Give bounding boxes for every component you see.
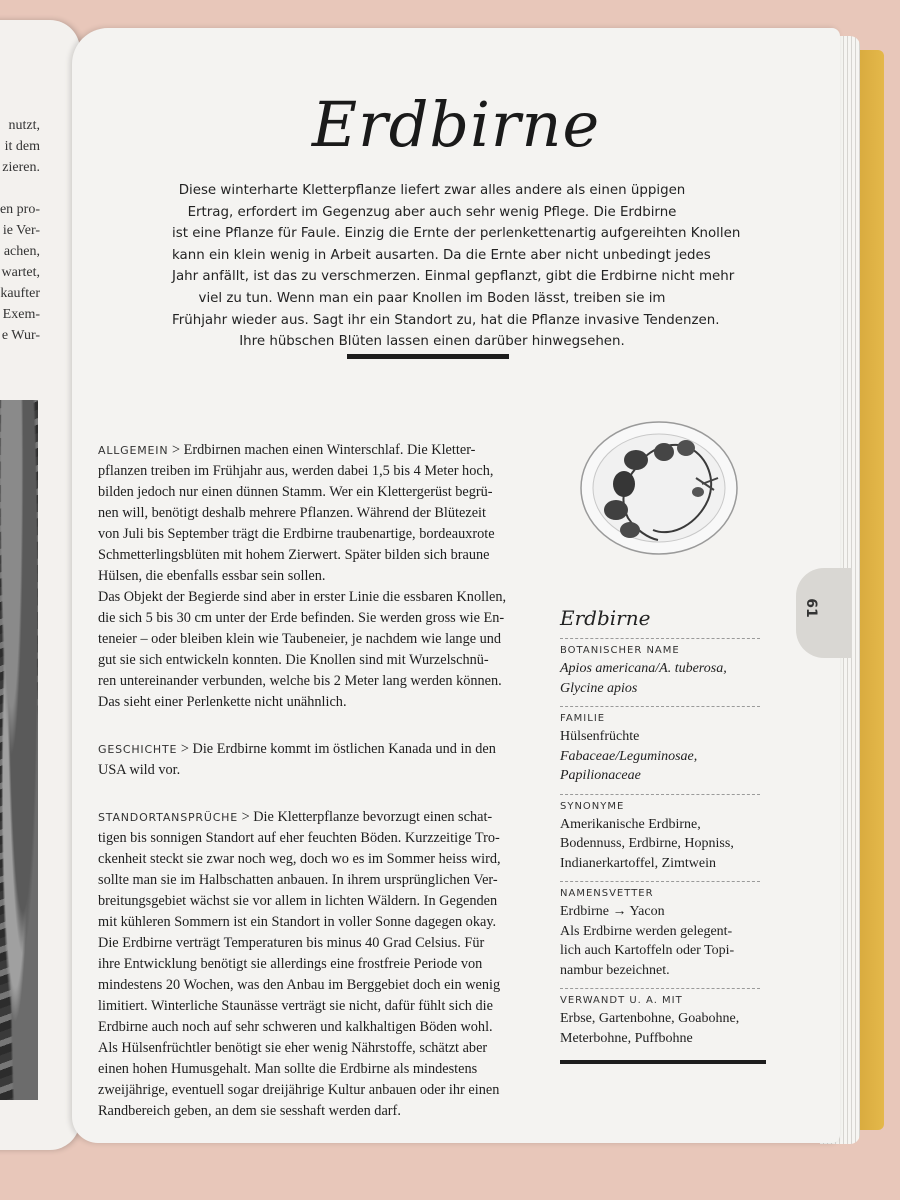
body-line: Als Hülsenfrüchtler benötigt sie eher wenig Nährstoffe, schätzt aber	[98, 1040, 488, 1056]
body-line: Erdbirne auch noch auf sehr schweren und kalkhaltigen Böden wohl.	[98, 1019, 493, 1035]
intro-line: Ihre hübschen Blüten lassen einen darüber hinwegsehen.	[239, 334, 625, 350]
sidebar-value: Meterbohne, Puffbohne	[560, 1030, 693, 1046]
intro-line: Ertrag, erfordert im Gegenzug aber auch sehr wenig Pflege. Die Erdbirne	[187, 204, 677, 220]
body-column	[98, 440, 538, 1134]
sidebar-label: SYNONYME	[560, 800, 625, 812]
sidebar-value: lich auch Kartoffeln oder Topi-	[560, 943, 735, 958]
body-line: Das sieht einer Perlenkette nicht unähnlich.	[98, 694, 347, 710]
left-line: achen,	[3, 244, 40, 259]
left-page-photo	[0, 400, 38, 1100]
sidebar-value: Amerikanische Erdbirne,	[560, 816, 701, 832]
left-page-text	[0, 115, 40, 346]
body-line: die sich 5 bis 30 cm unter der Erde befinden. Sie werden gross wie En-	[98, 610, 505, 626]
body-line: Randbereich geben, an dem sie sesshaft werden darf.	[98, 1103, 401, 1119]
body-line: zweijährige, eventuell sogar dreijährige Kultur anbauen oder ihr einen	[98, 1082, 500, 1098]
left-line: it dem	[4, 139, 40, 154]
section-allgemein	[98, 440, 538, 713]
page-number: 61	[803, 598, 819, 618]
body-line: mindestens 20 Wochen, was den Anbau im Berggebiet doch ein wenig	[98, 977, 501, 993]
sidebar-value: nambur bezeichnet.	[560, 962, 670, 978]
left-line: Exem-	[2, 307, 40, 322]
sidebar-familie	[560, 707, 760, 795]
section-heading: GESCHICHTE	[98, 743, 178, 756]
right-page	[72, 28, 840, 1143]
body-line: USA wild vor.	[98, 762, 181, 778]
sidebar-value: Fabaceae/Leguminosae,	[560, 748, 698, 764]
sidebar-synonyme	[560, 795, 760, 883]
body-line: Hülsen, die ebenfalls essbar sein sollen.	[98, 568, 326, 584]
left-line: zieren.	[2, 160, 40, 175]
body-line: limitiert. Winterliche Staunässe verträgt sie nicht, dafür fühlt sich die	[98, 998, 493, 1014]
body-line: Das Objekt der Begierde sind aber in erster Linie die essbaren Knollen,	[98, 589, 507, 605]
section-heading: ALLGEMEIN	[98, 444, 169, 457]
section-standort	[98, 807, 538, 1122]
body-line: GESCHICHTE > Die Erdbirne kommt im östlichen Kanada und in den	[98, 741, 496, 757]
section-geschichte	[98, 739, 538, 781]
tuber-plate-illustration	[578, 418, 740, 558]
sidebar-value: Glycine apios	[560, 680, 638, 696]
sidebar-value: Hülsenfrüchte	[560, 729, 640, 744]
sidebar-value: Bodennuss, Erdbirne, Hopniss,	[560, 836, 734, 851]
body-line: ckenheit steckt sie zwar noch weg, doch wo es im Sommer heiss wird,	[98, 851, 501, 867]
sidebar-label: FAMILIE	[560, 713, 606, 724]
body-line: sollte man sie im Halbschatten anbauen. In ihrem ursprünglichen Ver-	[98, 872, 498, 888]
body-line: Die Erdbirne verträgt Temperaturen bis minus 40 Grad Celsius. Für	[98, 935, 485, 951]
page-title: Erdbirne	[311, 88, 601, 161]
left-line: kaufter	[0, 286, 40, 301]
intro-line: Diese winterharte Kletterpflanze liefert zwar alles andere als einen üppigen	[178, 183, 686, 198]
intro-line: Jahr anfällt, ist das zu verschmerzen. Einmal gepflanzt, gibt die Erdbirne nicht mehr	[172, 269, 735, 285]
left-line: en pro-	[0, 202, 40, 217]
sidebar-value: Indianerkartoffel, Zimtwein	[560, 855, 717, 871]
intro-paragraph	[172, 180, 741, 353]
sidebar-bottom-rule	[560, 1060, 766, 1064]
left-line: wartet,	[1, 265, 40, 280]
sidebar-label: NAMENSVETTER	[560, 888, 654, 899]
intro-line: kann ein klein wenig in Arbeit ausarten. Da die Ernte aber nicht unbedingt jedes	[172, 247, 711, 263]
intro-line: viel zu tun. Wenn man ein paar Knollen im Boden lässt, treiben sie im	[198, 290, 666, 306]
body-line: ALLGEMEIN > Erdbirnen machen einen Winterschlaf. Die Kletter-	[98, 442, 476, 458]
sidebar-value: Erdbirne → Yacon	[560, 904, 665, 919]
left-line: nutzt,	[8, 118, 40, 133]
body-line: Schmetterlingsblüten mit hohem Zierwert. Später bilden sich braune	[98, 547, 490, 563]
body-text: Die Kletterpflanze bevorzugt einen schat-	[253, 809, 493, 825]
body-line: pflanzen treiben im Frühjahr aus, werden dabei 1,5 bis 4 Meter hoch,	[98, 463, 494, 479]
sidebar-label: VERWANDT U. A. MIT	[560, 995, 683, 1006]
body-line: breitungsgebiet wächst sie vor allem in lichten Wäldern. In Gegenden	[98, 893, 498, 909]
left-line: e Wur-	[1, 328, 40, 343]
body-line: mit kühleren Sommern ist ein Standort in voller Sonne dagegen okay.	[98, 914, 497, 930]
sidebar-value: Apios americana/A. tuberosa,	[560, 661, 727, 676]
sidebar-value: Als Erdbirne werden gelegent-	[560, 923, 733, 939]
body-line: tigen bis sonnigen Standort auf eher feuchten Böden. Kurzzeitige Tro-	[98, 830, 500, 846]
sidebar-namensvetter	[560, 882, 760, 989]
sidebar-botanischer-name	[560, 639, 760, 707]
body-line: einen hohen Humusgehalt. Man sollte die Erdbirne als mindestens	[98, 1061, 478, 1077]
body-text: Erdbirnen machen einen Winterschlaf. Die Kletter-	[183, 442, 476, 458]
sidebar-title: Erdbirne	[560, 606, 760, 639]
body-line: ren untereinander verbunden, welche bis 2 Meter lang werden können.	[98, 673, 502, 689]
body-line: ihre Entwicklung benötigt sie allerdings eine frostfreie Periode von	[98, 956, 483, 972]
body-line: gut sie sich entwickeln konnten. Die Knollen sind mit Wurzelschnü-	[98, 652, 489, 668]
intro-divider	[347, 354, 509, 359]
info-sidebar	[560, 606, 760, 1064]
sidebar-value: Papilionaceae	[560, 768, 641, 783]
body-text: Die Erdbirne kommt im östlichen Kanada und in den	[192, 741, 496, 757]
sidebar-label: BOTANISCHER NAME	[560, 645, 680, 656]
sidebar-verwandt	[560, 989, 760, 1056]
sidebar-value: Erbse, Gartenbohne, Goabohne,	[560, 1011, 740, 1026]
intro-line: ist eine Pflanze für Faule. Einzig die Ernte der perlenkettenartig aufgereihten Knollen	[172, 226, 741, 242]
body-line: bilden jedoch nur einen dünnen Stamm. Wer ein Klettergerüst begrü-	[98, 484, 493, 500]
left-line: ie Ver-	[2, 223, 40, 238]
left-line	[0, 178, 40, 199]
body-line: nen will, benötigt deshalb mehrere Pflanzen. Während der Blütezeit	[98, 505, 486, 521]
left-page	[0, 20, 80, 1150]
body-line: teneier – oder bleiben klein wie Taubeneier, je nachdem wie lange und	[98, 631, 502, 647]
body-line: von Juli bis September trägt die Erdbirne traubenartige, bordeauxrote	[98, 526, 495, 542]
section-heading: STANDORTANSPRÜCHE	[98, 811, 239, 824]
body-line: STANDORTANSPRÜCHE > Die Kletterpflanze bevorzugt einen schat-	[98, 809, 493, 825]
intro-line: Frühjahr wieder aus. Sagt ihr ein Standort zu, hat die Pflanze invasive Tendenzen.	[172, 312, 720, 328]
